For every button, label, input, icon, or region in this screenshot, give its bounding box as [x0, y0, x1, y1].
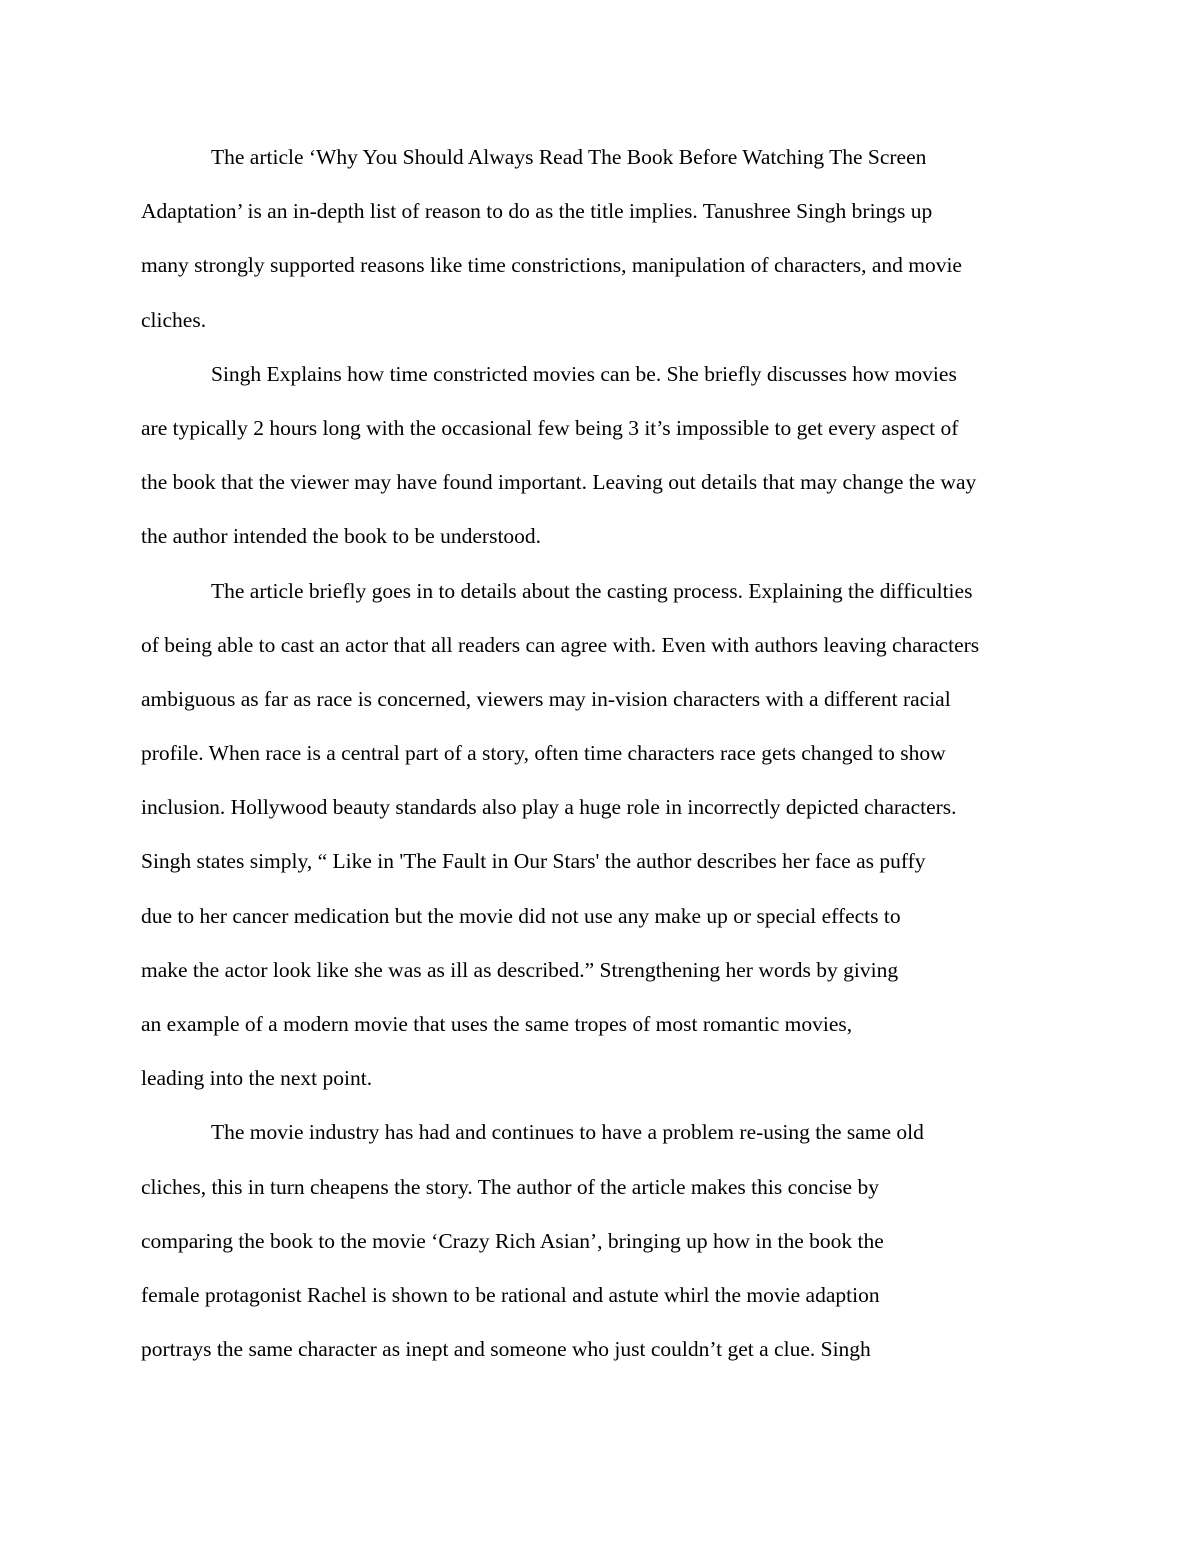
text-line: portrays the same character as inept and someone who just couldn’t get a clue. Singh — [141, 1337, 871, 1362]
text-line: an example of a modern movie that uses the same tropes of most romantic movies, — [141, 1012, 853, 1036]
text-line: Singh Explains how time constricted movies can be. She briefly discusses how movies — [211, 361, 957, 386]
text-line: cliches. — [141, 307, 207, 332]
text-line: the book that the viewer may have found important. Leaving out details that may change the way — [141, 470, 977, 495]
paragraph-casting — [141, 564, 1061, 1106]
text-line: inclusion. Hollywood beauty standards also play a huge role in incorrectly depicted characters. — [141, 795, 957, 820]
text-line: leading into the next point. — [141, 1066, 373, 1091]
text-line: Adaptation’ is an in-depth list of reason to do as the title implies. Tanushree Singh brings up — [141, 199, 933, 224]
text-line: many strongly supported reasons like time constrictions, manipulation of characters, and movie — [141, 253, 962, 278]
text-line: due to her cancer medication but the movie did not use any make up or special effects to — [141, 903, 901, 928]
text-line: the author intended the book to be understood. — [141, 524, 542, 549]
text-line: of being able to cast an actor that all readers can agree with. Even with authors leaving characters — [141, 632, 980, 657]
text-line: female protagonist Rachel is shown to be rational and astute whirl the movie adaption — [141, 1282, 880, 1307]
text-line: cliches, this in turn cheapens the story. The author of the article makes this concise by — [141, 1174, 879, 1199]
paragraph-cliches — [141, 1105, 1061, 1376]
text-line: make the actor look like she was as ill as described.” Strengthening her words by giving — [141, 957, 899, 982]
text-line: ambiguous as far as race is concerned, viewers may in-vision characters with a different racial — [141, 686, 951, 711]
document-body — [141, 130, 1061, 1376]
paragraph-intro — [141, 130, 1061, 347]
text-line: The movie industry has had and continues to have a problem re-using the same old — [211, 1120, 924, 1145]
paragraph-time-constraints — [141, 347, 1061, 564]
text-line: comparing the book to the movie ‘Crazy Rich Asian’, bringing up how in the book the — [141, 1228, 884, 1253]
text-line: The article briefly goes in to details about the casting process. Explaining the difficulties — [211, 578, 973, 603]
text-line: The article ‘Why You Should Always Read The Book Before Watching The Screen — [211, 145, 927, 169]
text-line: profile. When race is a central part of a story, often time characters race gets changed to show — [141, 741, 946, 766]
text-line: are typically 2 hours long with the occasional few being 3 it’s impossible to get every aspect of — [141, 415, 959, 440]
text-line: Singh states simply, “ Like in 'The Fault in Our Stars' the author describes her face as puffy — [141, 849, 926, 874]
